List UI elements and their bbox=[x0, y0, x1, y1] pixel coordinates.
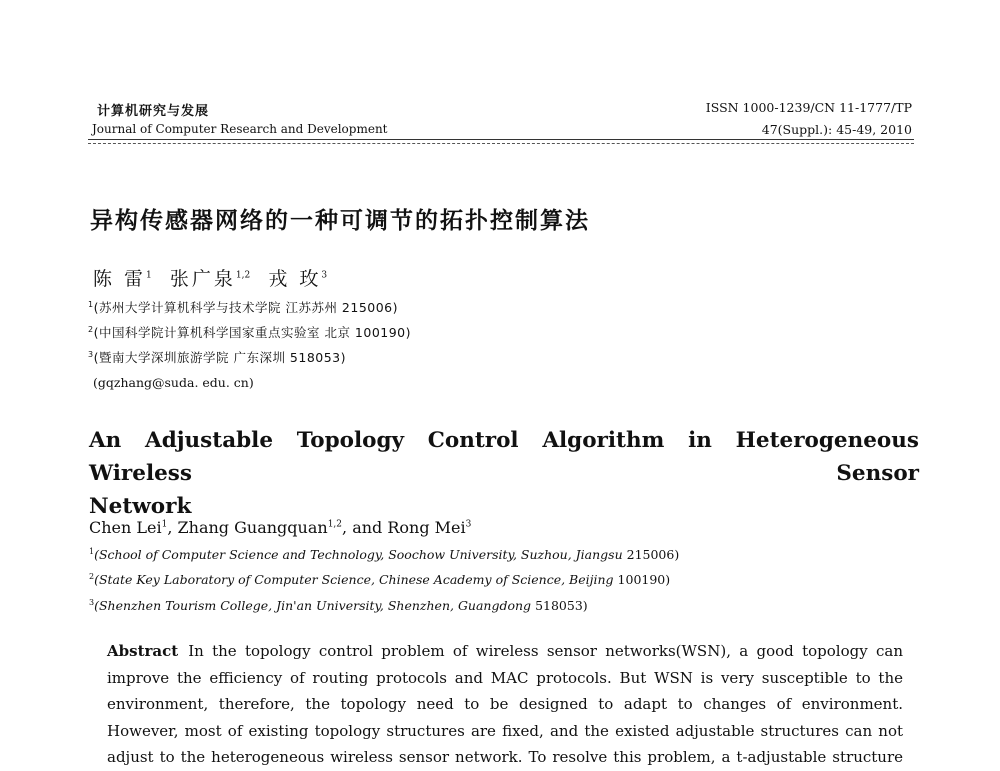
author-sup: 3 bbox=[321, 270, 328, 281]
author-en: Rong Mei bbox=[387, 518, 466, 537]
author-sup: 3 bbox=[465, 519, 472, 530]
aff-sup: 1 bbox=[88, 299, 94, 309]
authors-en bbox=[89, 518, 471, 537]
affiliation-cn bbox=[88, 298, 398, 316]
aff-sup: 2 bbox=[88, 324, 94, 334]
paper-title-cn: 异构传感器网络的一种可调节的拓扑控制算法 bbox=[90, 208, 590, 234]
abstract-text: In the topology control problem of wireless sensor networks(WSN), a good topology can bbox=[188, 642, 903, 660]
aff-code: 215006) bbox=[626, 547, 680, 563]
author-sup: 1 bbox=[146, 270, 152, 281]
aff-sup: 3 bbox=[88, 349, 94, 359]
aff-text: (暨南大学深圳旅游学院 广东深圳 518053) bbox=[93, 350, 347, 365]
issn: ISSN 1000-1239/CN 11-1777/TP bbox=[705, 100, 912, 115]
journal-title-cn: 计算机研究与发展 bbox=[97, 104, 210, 119]
author-sep: , bbox=[167, 518, 178, 537]
aff-code: 100190) bbox=[617, 572, 671, 588]
affiliation-en bbox=[89, 547, 679, 562]
author-cn: 戎 玫 bbox=[268, 268, 322, 290]
aff-text: (State Key Laboratory of Computer Science, Chinese Academy of Science, Beijing bbox=[94, 572, 614, 588]
affiliation-cn bbox=[88, 323, 411, 341]
header-rule-dashed bbox=[88, 143, 914, 144]
aff-text: (中国科学院计算机科学国家重点实验室 北京 100190) bbox=[93, 325, 412, 340]
author-sup: 1,2 bbox=[235, 270, 251, 281]
abstract bbox=[107, 638, 903, 771]
abstract-line: However, most of existing topology structures are fixed, and the existed adjustable structures can not bbox=[107, 721, 903, 740]
contact-email: (gqzhang@suda. edu. cn) bbox=[93, 375, 254, 390]
author-sep: , and bbox=[342, 518, 388, 537]
affiliation-en bbox=[89, 572, 670, 587]
abstract-line: adjust to the heterogeneous wireless sensor network. To resolve this problem, a t-adjustable structure bbox=[107, 748, 903, 766]
paper-title-en bbox=[89, 424, 919, 523]
aff-sup: 1 bbox=[89, 547, 95, 556]
abstract-line bbox=[107, 638, 903, 665]
aff-sup: 2 bbox=[89, 572, 95, 581]
author-sup: 1 bbox=[161, 519, 168, 530]
title-line: An Adjustable Topology Control Algorithm in Heterogeneous Wireless Sensor bbox=[89, 428, 919, 486]
author-en: Zhang Guangquan bbox=[177, 518, 328, 537]
header-rule bbox=[88, 139, 914, 140]
affiliation-en bbox=[89, 598, 588, 613]
author-en: Chen Lei bbox=[89, 518, 162, 537]
aff-text: (School of Computer Science and Technology, Soochow University, Suzhou, Jiangsu bbox=[94, 547, 623, 563]
volume-pages: 47(Suppl.): 45-49, 2010 bbox=[761, 122, 912, 137]
aff-text: (苏州大学计算机科学与技术学院 江苏苏州 215006) bbox=[93, 300, 399, 315]
affiliation-cn bbox=[88, 348, 346, 366]
abstract-line: environment, therefore, the topology need to be designed to adapt to changes of environment. bbox=[107, 695, 903, 713]
author-cn: 陈 雷 bbox=[93, 268, 147, 290]
abstract-line: improve the efficiency of routing protocols and MAC protocols. But WSN is very susceptible to the bbox=[107, 668, 903, 687]
author-cn: 张广泉 bbox=[169, 268, 236, 290]
abstract-label: Abstract bbox=[107, 642, 179, 660]
title-line: Network bbox=[89, 494, 192, 519]
author-sup: 1,2 bbox=[327, 519, 343, 530]
authors-cn bbox=[93, 264, 327, 291]
aff-text: (Shenzhen Tourism College, Jin'an University, Shenzhen, Guangdong bbox=[94, 598, 532, 614]
aff-sup: 3 bbox=[89, 598, 95, 607]
aff-code: 518053) bbox=[535, 598, 588, 614]
journal-title-en: Journal of Computer Research and Development bbox=[92, 122, 388, 136]
